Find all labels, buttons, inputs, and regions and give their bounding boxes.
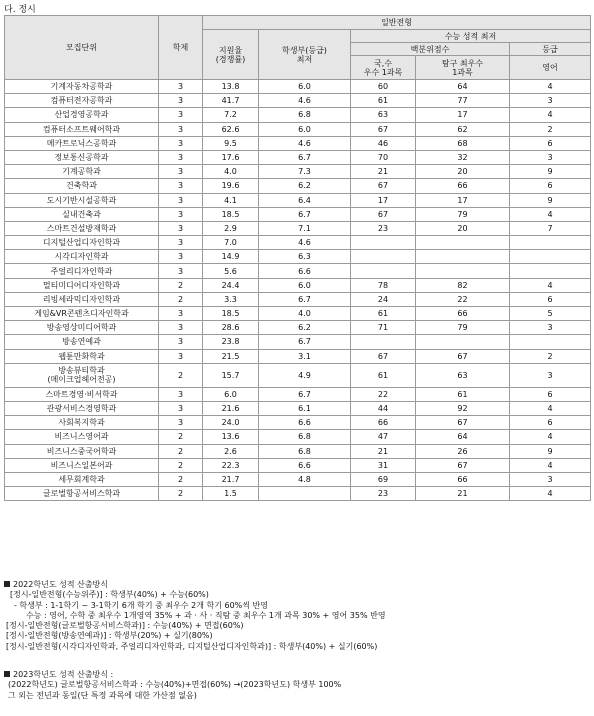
cell-inq: 17 <box>416 108 510 122</box>
table-row <box>5 430 591 444</box>
cell-record: 6.2 <box>259 321 351 335</box>
cell-rate: 19.6 <box>203 179 259 193</box>
cell-eng: 7 <box>510 221 591 235</box>
cell-km: 67 <box>351 122 416 136</box>
cell-rate: 7.0 <box>203 236 259 250</box>
header-english: 영어 <box>510 56 591 80</box>
cell-years: 3 <box>159 108 203 122</box>
cell-dept: 컴퓨터소프트웨어학과 <box>5 122 159 136</box>
cell-km: 67 <box>351 179 416 193</box>
cell-record: 6.2 <box>259 179 351 193</box>
table-row <box>5 108 591 122</box>
cell-km: 24 <box>351 292 416 306</box>
cell-dept: 기계공학과 <box>5 165 159 179</box>
cell-km <box>351 264 416 278</box>
cell-dept: 스마트건설방재학과 <box>5 221 159 235</box>
note-line <box>4 670 590 680</box>
cell-inq: 82 <box>416 278 510 292</box>
cell-record: 4.9 <box>259 363 351 387</box>
cell-rate: 28.6 <box>203 321 259 335</box>
cell-record: 6.6 <box>259 458 351 472</box>
note-text: - 학생부 : 1-1학기 ~ 3-1학기 6개 학기 중 최우수 2개 학기 60%씩 반영 <box>14 600 268 610</box>
cell-km: 21 <box>351 165 416 179</box>
cell-record: 6.1 <box>259 401 351 415</box>
cell-years: 3 <box>159 179 203 193</box>
cell-rate: 24.4 <box>203 278 259 292</box>
cell-record: 6.7 <box>259 335 351 349</box>
cell-eng: 4 <box>510 207 591 221</box>
table-row <box>5 335 591 349</box>
cell-record: 6.0 <box>259 80 351 94</box>
cell-rate: 7.2 <box>203 108 259 122</box>
cell-rate: 9.5 <box>203 136 259 150</box>
cell-years: 2 <box>159 292 203 306</box>
table-row <box>5 416 591 430</box>
cell-eng: 4 <box>510 458 591 472</box>
cell-record: 6.0 <box>259 122 351 136</box>
cell-rate: 62.6 <box>203 122 259 136</box>
note-text: 2023학년도 성적 산출방식 : <box>13 670 114 679</box>
cell-km: 44 <box>351 401 416 415</box>
header-dept: 모집단위 <box>5 16 159 80</box>
cell-years: 2 <box>159 487 203 501</box>
cell-km: 60 <box>351 80 416 94</box>
cell-km: 67 <box>351 207 416 221</box>
cell-eng <box>510 264 591 278</box>
note-text: 그 외는 전년과 동일(단 특정 과목에 대한 가산점 없음) <box>8 690 197 700</box>
cell-rate: 21.7 <box>203 472 259 486</box>
cell-years: 2 <box>159 430 203 444</box>
note-line <box>4 680 590 690</box>
header-kor-math-text: 국,수 우수 1과목 <box>363 58 403 77</box>
cell-dept: 메카트로닉스공학과 <box>5 136 159 150</box>
cell-record: 7.1 <box>259 221 351 235</box>
admission-results-table <box>4 15 591 501</box>
table-row <box>5 487 591 501</box>
cell-eng: 4 <box>510 108 591 122</box>
cell-eng <box>510 335 591 349</box>
cell-km <box>351 335 416 349</box>
cell-dept: 방송연예과 <box>5 335 159 349</box>
cell-dept: 방송뷰티학과 (메이크업헤어전공) <box>5 363 159 387</box>
cell-eng: 4 <box>510 401 591 415</box>
cell-dept: 방송영상미디어학과 <box>5 321 159 335</box>
cell-inq: 20 <box>416 165 510 179</box>
note-text: [정시-일반전형(방송연예과)] : 학생부(20%) + 실기(80%) <box>6 631 213 641</box>
cell-record: 6.8 <box>259 430 351 444</box>
cell-rate: 21.6 <box>203 401 259 415</box>
table-row <box>5 94 591 108</box>
cell-years: 3 <box>159 321 203 335</box>
cell-dept: 주얼리디자인학과 <box>5 264 159 278</box>
cell-km: 31 <box>351 458 416 472</box>
table-row <box>5 349 591 363</box>
cell-eng: 3 <box>510 321 591 335</box>
note-line <box>4 611 590 621</box>
header-inquiry <box>416 56 510 80</box>
cell-rate: 21.5 <box>203 349 259 363</box>
cell-record <box>259 487 351 501</box>
cell-eng: 4 <box>510 487 591 501</box>
header-percentile: 백분위점수 <box>351 43 510 56</box>
cell-km: 67 <box>351 349 416 363</box>
note-line <box>4 590 590 600</box>
cell-inq: 66 <box>416 472 510 486</box>
cell-inq: 32 <box>416 150 510 164</box>
cell-inq: 79 <box>416 321 510 335</box>
cell-record: 6.6 <box>259 264 351 278</box>
cell-inq: 67 <box>416 349 510 363</box>
cell-inq <box>416 335 510 349</box>
cell-km: 22 <box>351 387 416 401</box>
cell-inq <box>416 264 510 278</box>
note-line <box>4 631 590 641</box>
cell-km: 21 <box>351 444 416 458</box>
table-row <box>5 165 591 179</box>
cell-inq: 67 <box>416 458 510 472</box>
section-title: 다. 정시 <box>4 5 36 15</box>
table-row <box>5 307 591 321</box>
cell-record: 6.8 <box>259 108 351 122</box>
cell-dept: 글로벌항공서비스학과 <box>5 487 159 501</box>
cell-rate: 17.6 <box>203 150 259 164</box>
cell-rate: 41.7 <box>203 94 259 108</box>
cell-inq: 20 <box>416 221 510 235</box>
cell-inq: 68 <box>416 136 510 150</box>
header-grade: 등급 <box>510 43 591 56</box>
cell-rate: 13.6 <box>203 430 259 444</box>
cell-rate: 18.5 <box>203 207 259 221</box>
cell-years: 3 <box>159 264 203 278</box>
table-body <box>5 80 591 501</box>
cell-dept: 건축학과 <box>5 179 159 193</box>
cell-record: 3.1 <box>259 349 351 363</box>
cell-dept: 사회복지학과 <box>5 416 159 430</box>
cell-inq: 61 <box>416 387 510 401</box>
cell-dept: 멀티미디어디자인학과 <box>5 278 159 292</box>
header-kor-math <box>351 56 416 80</box>
cell-dept: 관광서비스경영학과 <box>5 401 159 415</box>
cell-dept: 비즈니스중국어학과 <box>5 444 159 458</box>
cell-eng: 9 <box>510 444 591 458</box>
table-row <box>5 236 591 250</box>
cell-eng: 5 <box>510 307 591 321</box>
cell-eng <box>510 236 591 250</box>
cell-inq: 64 <box>416 80 510 94</box>
table-row <box>5 136 591 150</box>
cell-km <box>351 250 416 264</box>
cell-record: 6.7 <box>259 292 351 306</box>
cell-record: 6.7 <box>259 150 351 164</box>
cell-years: 2 <box>159 458 203 472</box>
cell-inq: 26 <box>416 444 510 458</box>
cell-years: 2 <box>159 472 203 486</box>
cell-dept: 정보통신공학과 <box>5 150 159 164</box>
cell-rate: 1.5 <box>203 487 259 501</box>
table-row <box>5 321 591 335</box>
cell-km: 23 <box>351 221 416 235</box>
table-row <box>5 80 591 94</box>
cell-km: 61 <box>351 363 416 387</box>
cell-eng: 4 <box>510 278 591 292</box>
table-row <box>5 193 591 207</box>
cell-eng: 6 <box>510 387 591 401</box>
cell-years: 3 <box>159 136 203 150</box>
cell-dept: 비즈니스일본어과 <box>5 458 159 472</box>
cell-inq: 66 <box>416 179 510 193</box>
cell-years: 3 <box>159 416 203 430</box>
cell-rate: 4.0 <box>203 165 259 179</box>
cell-record: 4.8 <box>259 472 351 486</box>
cell-km: 78 <box>351 278 416 292</box>
cell-dept: 컴퓨터전자공학과 <box>5 94 159 108</box>
header-record-text: 학생부(등급) 최저 <box>282 45 327 64</box>
cell-km: 63 <box>351 108 416 122</box>
cell-km: 61 <box>351 307 416 321</box>
cell-km: 66 <box>351 416 416 430</box>
cell-record: 4.6 <box>259 236 351 250</box>
cell-years: 3 <box>159 221 203 235</box>
cell-inq: 17 <box>416 193 510 207</box>
cell-km: 23 <box>351 487 416 501</box>
cell-eng: 4 <box>510 80 591 94</box>
cell-rate: 13.8 <box>203 80 259 94</box>
cell-years: 3 <box>159 307 203 321</box>
note-text: [정시-일반전형(시각디자인학과, 주얼리디자인학과, 디지털산업디자인학과)] : 학생부(40%) + 실기(60%) <box>6 641 378 651</box>
table-row <box>5 207 591 221</box>
cell-dept: 산업경영공학과 <box>5 108 159 122</box>
table-row <box>5 401 591 415</box>
cell-years: 3 <box>159 207 203 221</box>
cell-rate: 2.6 <box>203 444 259 458</box>
cell-dept: 실내건축과 <box>5 207 159 221</box>
cell-record: 6.6 <box>259 416 351 430</box>
cell-record: 4.6 <box>259 94 351 108</box>
cell-rate: 24.0 <box>203 416 259 430</box>
note-line <box>4 642 590 652</box>
cell-km: 17 <box>351 193 416 207</box>
cell-years: 3 <box>159 150 203 164</box>
cell-dept: 디지털산업디자인학과 <box>5 236 159 250</box>
note-line <box>4 691 590 701</box>
cell-eng: 3 <box>510 472 591 486</box>
cell-record: 6.0 <box>259 278 351 292</box>
cell-rate: 23.8 <box>203 335 259 349</box>
table-row <box>5 150 591 164</box>
cell-km: 61 <box>351 94 416 108</box>
notes-2023 <box>4 670 590 701</box>
note-line <box>4 580 590 590</box>
note-text: [정시-일반전형(수능위주)] : 학생부(40%) + 수능(60%) <box>10 590 209 600</box>
cell-rate: 5.6 <box>203 264 259 278</box>
cell-years: 3 <box>159 80 203 94</box>
cell-years: 3 <box>159 94 203 108</box>
cell-rate: 4.1 <box>203 193 259 207</box>
note-text: (2022학년도) 글로벌항공서비스학과 : 수능(40%)+면접(60%) →(2023학년도) 학생부 100% <box>8 680 342 690</box>
cell-rate: 6.0 <box>203 387 259 401</box>
cell-km: 71 <box>351 321 416 335</box>
cell-dept: 도시기반시설공학과 <box>5 193 159 207</box>
cell-rate: 3.3 <box>203 292 259 306</box>
cell-eng: 6 <box>510 136 591 150</box>
cell-inq: 92 <box>416 401 510 415</box>
cell-years: 3 <box>159 165 203 179</box>
cell-dept: 기계자동차공학과 <box>5 80 159 94</box>
notes-2022 <box>4 580 590 652</box>
header-rate <box>203 30 259 80</box>
cell-inq <box>416 236 510 250</box>
note-line <box>4 601 590 611</box>
header-general: 일반전형 <box>203 16 591 30</box>
cell-rate: 15.7 <box>203 363 259 387</box>
cell-eng: 2 <box>510 349 591 363</box>
cell-record: 4.6 <box>259 136 351 150</box>
header-inquiry-text: 탐구 최우수 1과목 <box>441 58 484 77</box>
cell-record: 6.7 <box>259 207 351 221</box>
table-row <box>5 472 591 486</box>
cell-years: 3 <box>159 193 203 207</box>
cell-rate: 22.3 <box>203 458 259 472</box>
cell-rate: 18.5 <box>203 307 259 321</box>
cell-years: 2 <box>159 278 203 292</box>
cell-record: 6.7 <box>259 387 351 401</box>
cell-eng: 6 <box>510 416 591 430</box>
cell-inq: 63 <box>416 363 510 387</box>
cell-inq <box>416 250 510 264</box>
cell-dept: 게임&VR콘텐츠디자인학과 <box>5 307 159 321</box>
cell-inq: 22 <box>416 292 510 306</box>
cell-years: 3 <box>159 335 203 349</box>
header-record <box>259 30 351 80</box>
cell-dept: 웹툰만화학과 <box>5 349 159 363</box>
cell-years: 3 <box>159 387 203 401</box>
table-row <box>5 250 591 264</box>
cell-record: 7.3 <box>259 165 351 179</box>
cell-inq: 66 <box>416 307 510 321</box>
table-row <box>5 444 591 458</box>
cell-dept: 비즈니스영어과 <box>5 430 159 444</box>
cell-years: 2 <box>159 363 203 387</box>
table-row <box>5 264 591 278</box>
cell-inq: 21 <box>416 487 510 501</box>
cell-rate: 2.9 <box>203 221 259 235</box>
note-text: 수능 : 영어, 수학 중 최우수 1개영역 35% + 과 · 사 · 직탐 중 최우수 1개 과목 30% + 영어 35% 반영 <box>26 610 386 620</box>
cell-eng: 2 <box>510 122 591 136</box>
cell-record: 6.4 <box>259 193 351 207</box>
note-text: 2022학년도 성적 산출방식 <box>13 580 108 589</box>
square-bullet-icon <box>4 671 10 677</box>
table-row <box>5 122 591 136</box>
cell-years: 3 <box>159 122 203 136</box>
table-row <box>5 292 591 306</box>
cell-inq: 67 <box>416 416 510 430</box>
cell-record: 4.0 <box>259 307 351 321</box>
cell-km: 47 <box>351 430 416 444</box>
cell-eng: 4 <box>510 430 591 444</box>
table-row <box>5 458 591 472</box>
cell-years: 3 <box>159 349 203 363</box>
cell-inq: 62 <box>416 122 510 136</box>
header-rate-text: 지원율 (경쟁률) <box>215 45 246 64</box>
cell-eng: 6 <box>510 292 591 306</box>
cell-inq: 64 <box>416 430 510 444</box>
cell-eng: 9 <box>510 165 591 179</box>
cell-km: 69 <box>351 472 416 486</box>
cell-inq: 77 <box>416 94 510 108</box>
cell-record: 6.8 <box>259 444 351 458</box>
cell-dept: 스마트경영·비서학과 <box>5 387 159 401</box>
cell-years: 3 <box>159 236 203 250</box>
table-row <box>5 278 591 292</box>
cell-eng: 3 <box>510 150 591 164</box>
cell-eng: 9 <box>510 193 591 207</box>
cell-record: 6.3 <box>259 250 351 264</box>
cell-rate: 14.9 <box>203 250 259 264</box>
header-csat: 수능 성적 최저 <box>351 30 591 43</box>
cell-eng: 3 <box>510 94 591 108</box>
cell-dept: 시각디자인학과 <box>5 250 159 264</box>
table-row <box>5 179 591 193</box>
note-text: [정시-일반전형(글로벌항공서비스학과)] : 수능(40%) + 면접(60%) <box>6 621 244 631</box>
table-row <box>5 221 591 235</box>
cell-dept: 리빙세라믹디자인학과 <box>5 292 159 306</box>
cell-dept: 세무회계학과 <box>5 472 159 486</box>
table-row <box>5 363 591 387</box>
cell-eng: 3 <box>510 363 591 387</box>
square-bullet-icon <box>4 581 10 587</box>
table-row <box>5 387 591 401</box>
cell-inq: 79 <box>416 207 510 221</box>
cell-km: 46 <box>351 136 416 150</box>
header-years: 학제 <box>159 16 203 80</box>
cell-years: 3 <box>159 401 203 415</box>
cell-km <box>351 236 416 250</box>
cell-years: 3 <box>159 250 203 264</box>
note-line <box>4 621 590 631</box>
cell-km: 70 <box>351 150 416 164</box>
cell-years: 2 <box>159 444 203 458</box>
cell-eng <box>510 250 591 264</box>
cell-eng: 6 <box>510 179 591 193</box>
